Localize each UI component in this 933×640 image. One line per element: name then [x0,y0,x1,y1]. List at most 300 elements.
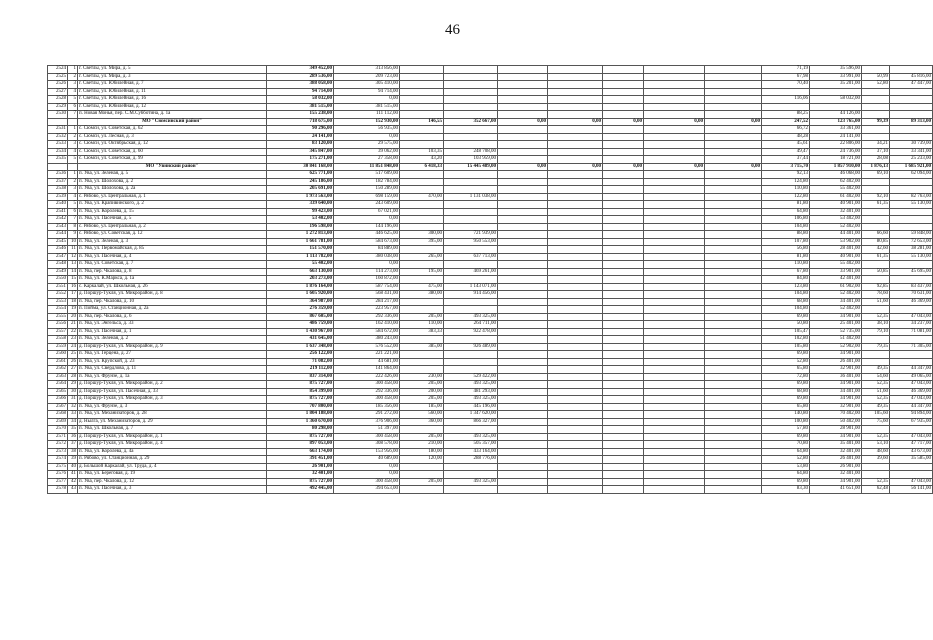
table-row [48,358,933,366]
cell-c2: 505 357,00 [444,441,498,449]
cell-c11: 70 631,00 [890,291,933,299]
cell-c7 [705,433,762,441]
table-row [48,178,933,186]
cell-c2: 481 293,00 [444,388,498,396]
cell-no: 2575 [48,463,68,471]
cell-c3 [498,471,548,479]
cell-c4 [548,231,603,239]
cell-c7 [705,321,762,329]
cell-ord: 21 [68,321,78,329]
cell-c4 [548,328,603,336]
cell-c7 [705,396,762,404]
cell-c6: 0,00 [644,163,705,171]
cell-c1 [400,298,444,306]
cell-c10: 61,35 [862,253,890,261]
cell-total: 875 727,00 [267,396,334,404]
cell-c4 [548,201,603,209]
cell-c5 [603,373,644,381]
cell-c2: 529 422,00 [444,373,498,381]
cell-c3 [498,73,548,81]
cell-v1: 380 243,00 [334,336,400,344]
cell-c9: 35 401,00 [810,441,862,449]
cell-c10: 52,35 [862,433,890,441]
cell-c9: 61 402,00 [810,193,862,201]
cell-c2 [444,246,498,254]
cell-no: 2576 [48,471,68,479]
cell-c9: 33 361,00 [810,126,862,134]
cell-c11: 55 130,00 [890,201,933,209]
cell-v1: 94 714,00 [334,88,400,96]
cell-c9: 26 401,00 [810,358,862,366]
cell-c2: 721 939,00 [444,231,498,239]
cell-c10 [862,426,890,434]
cell-c1: 395,00 [400,238,444,246]
cell-v1: 144 196,00 [334,223,400,231]
cell-addr: д. Поршур-Тукля, ул. Микрорайон, д. 4 [78,441,267,449]
page-number: 46 [445,22,460,38]
cell-no: 2569 [48,418,68,426]
cell-no: 2536 [48,171,68,179]
cell-c8: 110,80 [762,261,810,269]
cell-c8: 67,80 [762,268,810,276]
cell-ord: 3 [68,141,78,149]
cell-v1: 568 431,00 [334,291,400,299]
cell-c1 [400,471,444,479]
cell-c2: 1 143 071,00 [444,283,498,291]
cell-c11: 34 237,00 [890,321,933,329]
cell-no: 2564 [48,381,68,389]
cell-c5 [603,411,644,419]
cell-c6 [644,456,705,464]
cell-c1 [400,73,444,81]
cell-c5 [603,343,644,351]
cell-c1: 470,00 [400,193,444,201]
cell-c4 [548,313,603,321]
cell-v1: 576 552,00 [334,343,400,351]
cell-c7 [705,193,762,201]
cell-c3 [498,208,548,216]
cell-c9: 34 401,00 [810,388,862,396]
cell-c9: 25 401,00 [810,321,862,329]
cell-total: 349 452,00 [267,66,334,74]
table-row [48,403,933,411]
table-row [48,471,933,479]
cell-c7 [705,88,762,96]
cell-c11 [890,88,933,96]
cell-total: 431 645,00 [267,336,334,344]
cell-c9: 24 141,00 [810,133,862,141]
cell-c5 [603,238,644,246]
cell-c6 [644,66,705,74]
cell-c7 [705,373,762,381]
cell-addr: с. Рябово, ул. Центральная, д. 1 [78,193,267,201]
cell-c1 [400,103,444,111]
cell-c1 [400,141,444,149]
cell-no: 2568 [48,411,68,419]
cell-ord: 36 [68,433,78,441]
cell-c7 [705,238,762,246]
cell-ord: 5 [68,156,78,164]
table-row [48,486,933,494]
cell-c2 [444,351,498,359]
cell-c5 [603,418,644,426]
cell-c6 [644,328,705,336]
cell-no: 2538 [48,186,68,194]
cell-c7 [705,381,762,389]
cell-no: 2557 [48,328,68,336]
cell-c1 [400,88,444,96]
cell-c1: 205,00 [400,433,444,441]
cell-c5 [603,88,644,96]
cell-c9: 55 402,00 [810,186,862,194]
cell-v1: 300 458,00 [334,478,400,486]
cell-c5 [603,441,644,449]
table-row [48,171,933,179]
subtotal-row [48,118,933,126]
cell-c7 [705,178,762,186]
cell-v1: 300 458,00 [334,396,400,404]
cell-addr: п. Ува, пер. Чкалова, д. 12 [78,478,267,486]
cell-c4 [548,366,603,374]
cell-total: 1 973 563,00 [267,193,334,201]
cell-c2 [444,463,498,471]
cell-no: 2530 [48,111,68,119]
cell-c8: 69,80 [762,433,810,441]
cell-c3 [498,141,548,149]
cell-ord: 7 [68,111,78,119]
cell-no: 2558 [48,336,68,344]
cell-c8: 68,80 [762,388,810,396]
cell-c1 [400,246,444,254]
cell-c1: 560,00 [400,411,444,419]
cell-no: 2553 [48,298,68,306]
cell-c10: 92,10 [862,193,890,201]
cell-c1 [400,306,444,314]
cell-c11 [890,426,933,434]
cell-c5 [603,298,644,306]
cell-c7 [705,426,762,434]
cell-c1: 300,00 [400,231,444,239]
cell-c7 [705,441,762,449]
cell-c2: 103 959,00 [444,156,498,164]
cell-v1: 114 273,00 [334,268,400,276]
cell-no: 2566 [48,396,68,404]
cell-total: 1 637 348,00 [267,343,334,351]
cell-c4 [548,88,603,96]
cell-c10: 37,10 [862,148,890,156]
cell-c1: 210,00 [400,441,444,449]
cell-c11 [890,358,933,366]
cell-no: 2535 [48,156,68,164]
cell-total: 663 130,00 [267,268,334,276]
cell-addr: г. Светлы, ул. Юбилейная, д. 11 [78,88,267,96]
cell-c4 [548,283,603,291]
cell-c6 [644,388,705,396]
cell-c11: 47 043,00 [890,313,933,321]
cell-c3 [498,66,548,74]
cell-c11 [890,351,933,359]
cell-c4 [548,456,603,464]
cell-c10 [862,88,890,96]
cell-total: 1 272 813,00 [267,231,334,239]
cell-c6 [644,96,705,104]
cell-addr: п. Ува, ул. Зеленая, д. 3 [78,238,267,246]
cell-c10 [862,178,890,186]
cell-c1: 380,00 [400,291,444,299]
cell-c10: 49,35 [862,366,890,374]
cell-total: 854 399,00 [267,388,334,396]
cell-c2 [444,306,498,314]
cell-c3 [498,403,548,411]
cell-c5 [603,193,644,201]
cell-v1: 0,00 [334,463,400,471]
cell-addr: с. Сюмси, ул. Советская, д. 99 [78,156,267,164]
cell-c4 [548,351,603,359]
table-row [48,373,933,381]
cell-c3 [498,88,548,96]
cell-c9: 34 901,00 [810,313,862,321]
cell-c9: 50 402,00 [810,418,862,426]
cell-c10: 53,10 [862,441,890,449]
cell-c3 [498,201,548,209]
cell-total: 492 445,00 [267,486,334,494]
cell-total: 1 804 188,00 [267,411,334,419]
cell-addr: п. Ува, ул. Королева, д. 4а [78,448,267,456]
cell-c10 [862,306,890,314]
cell-c8: 69,80 [762,351,810,359]
cell-c2: 15 445 489,00 [444,163,498,171]
cell-c2 [444,96,498,104]
cell-c8: 65,80 [762,366,810,374]
cell-c6 [644,306,705,314]
cell-c11: 49 065,00 [890,373,933,381]
cell-addr: п. Ува, ул. К.Маркса, д. 1а [78,276,267,284]
cell-c9: 123 765,00 [810,118,862,126]
cell-c10: 66,60 [862,231,890,239]
cell-c9: 18 721,00 [810,156,862,164]
cell-c8: 64,80 [762,208,810,216]
cell-addr: г. Светлы, ул. Мира, д. 3 [78,73,267,81]
cell-c6 [644,463,705,471]
cell-no: 2527 [48,88,68,96]
cell-c5 [603,321,644,329]
cell-c11 [890,216,933,224]
cell-c1: 475,00 [400,283,444,291]
cell-c9: 34 901,00 [810,433,862,441]
table-row [48,133,933,141]
cell-c8: 88,25 [762,111,810,119]
cell-ord: 15 [68,276,78,284]
cell-c1 [400,463,444,471]
table-row [48,66,933,74]
cell-c8: 45,61 [762,141,810,149]
cell-c2: 248 708,00 [444,148,498,156]
cell-no: 2574 [48,456,68,464]
cell-c4 [548,388,603,396]
cell-addr: п. Ува, ул. Фрунзе, д. 3 [78,403,267,411]
cell-c5 [603,201,644,209]
cell-c3 [498,193,548,201]
cell-c7 [705,463,762,471]
cell-no: 2544 [48,231,68,239]
cell-c8: 122,80 [762,193,810,201]
cell-c11: 94 894,00 [890,411,933,419]
cell-c3 [498,231,548,239]
cell-c5 [603,178,644,186]
table-row [48,441,933,449]
cell-c4 [548,478,603,486]
cell-c2 [444,88,498,96]
cell-c9: 41 651,00 [810,486,862,494]
table-row [48,388,933,396]
cell-total: 32 401,00 [267,471,334,479]
cell-c3 [498,313,548,321]
table-row [48,463,933,471]
cell-no: 2567 [48,403,68,411]
cell-c9: 32 901,00 [810,366,862,374]
cell-c7 [705,478,762,486]
cell-c3 [498,351,548,359]
cell-addr: с. Сюмси, ул. Лесная, д. 3 [78,133,267,141]
cell-c6 [644,193,705,201]
cell-c2: 288 776,00 [444,456,498,464]
cell-c2: 1 131 038,00 [444,193,498,201]
cell-c2 [444,66,498,74]
cell-c11: 25 233,00 [890,156,933,164]
table-row [48,96,933,104]
cell-c10: 78,60 [862,291,890,299]
cell-c6 [644,418,705,426]
cell-total: 625 771,00 [267,171,334,179]
cell-no: 2532 [48,133,68,141]
cell-ord: 27 [68,366,78,374]
cell-v1: 394 653,00 [334,486,400,494]
cell-no [48,163,68,171]
cell-c1 [400,178,444,186]
cell-c11: 33 341,00 [890,148,933,156]
cell-c7 [705,448,762,456]
cell-v1: 380 038,00 [334,253,400,261]
cell-total: 53 402,00 [267,216,334,224]
cell-c4 [548,433,603,441]
cell-c6 [644,141,705,149]
cell-addr: г. Светлы, ул. Мира, д. 5 [78,66,267,74]
cell-c7 [705,306,762,314]
cell-c5 [603,103,644,111]
cell-c11 [890,133,933,141]
cell-total: 24 141,00 [267,133,334,141]
cell-v1: 381 515,00 [334,103,400,111]
cell-total: 1 605 920,00 [267,291,334,299]
cell-no [48,118,68,126]
cell-addr: п. Ува, ул. Свердлова, д. 11 [78,366,267,374]
cell-c9: 40 901,00 [810,253,862,261]
cell-c2 [444,486,498,494]
cell-c5 [603,261,644,269]
cell-no: 2524 [48,66,68,74]
cell-ord: 6 [68,208,78,216]
cell-c9: 32 901,00 [810,403,862,411]
cell-c2 [444,186,498,194]
cell-ord: 6 [68,103,78,111]
cell-c8: 105,80 [762,343,810,351]
cell-c4 [548,73,603,81]
cell-c11: 71 081,00 [890,328,933,336]
cell-c5 [603,426,644,434]
cell-addr: МО "Увинский район" [78,163,267,171]
cell-c7 [705,231,762,239]
cell-c11 [890,66,933,74]
cell-c11 [890,463,933,471]
cell-c1 [400,426,444,434]
cell-c1: 185,00 [400,403,444,411]
cell-ord: 37 [68,441,78,449]
cell-ord [68,163,78,171]
cell-c11 [890,208,933,216]
cell-c5 [603,141,644,149]
cell-c9: 53 402,00 [810,216,862,224]
cell-v1: 223 957,00 [334,306,400,314]
cell-c2: 493 325,00 [444,433,498,441]
cell-c3 [498,96,548,104]
cell-c3 [498,283,548,291]
cell-ord: 26 [68,358,78,366]
cell-no: 2546 [48,246,68,254]
cell-c2 [444,103,498,111]
cell-c6 [644,321,705,329]
cell-c2 [444,426,498,434]
cell-c9: 34 901,00 [810,351,862,359]
cell-c10: 39,60 [862,456,890,464]
cell-v1: 308 578,00 [334,441,400,449]
cell-ord: 4 [68,193,78,201]
cell-ord: 33 [68,411,78,419]
cell-c6 [644,171,705,179]
cell-addr: МО "Сюмсинский район" [78,118,267,126]
cell-addr: п. Ува, ул. Зеленая, д. 5 [78,171,267,179]
cell-c10 [862,126,890,134]
cell-total: 83 120,00 [267,141,334,149]
cell-c5 [603,253,644,261]
cell-c7 [705,358,762,366]
table-row [48,366,933,374]
cell-c3 [498,381,548,389]
cell-c5 [603,448,644,456]
cell-c8: 49,47 [762,148,810,156]
cell-ord: 1 [68,171,78,179]
cell-total: 486 759,00 [267,321,334,329]
cell-c1: 180,00 [400,448,444,456]
table-row [48,148,933,156]
cell-c8: 52,80 [762,358,810,366]
cell-c9: 26 901,00 [810,463,862,471]
cell-c10: 62,48 [862,486,890,494]
cell-c9: 52 402,00 [810,291,862,299]
cell-c3 [498,216,548,224]
cell-c6 [644,208,705,216]
cell-c11: 83 437,00 [890,283,933,291]
cell-addr: п. Ува, ул. Шолохова, д. 2а [78,186,267,194]
table-row [48,208,933,216]
cell-c6 [644,426,705,434]
cell-c11 [890,223,933,231]
cell-c5 [603,96,644,104]
cell-c11: 47 043,00 [890,433,933,441]
cell-c4 [548,448,603,456]
cell-c4 [548,238,603,246]
cell-c4 [548,426,603,434]
cell-c8: 72,80 [762,373,810,381]
